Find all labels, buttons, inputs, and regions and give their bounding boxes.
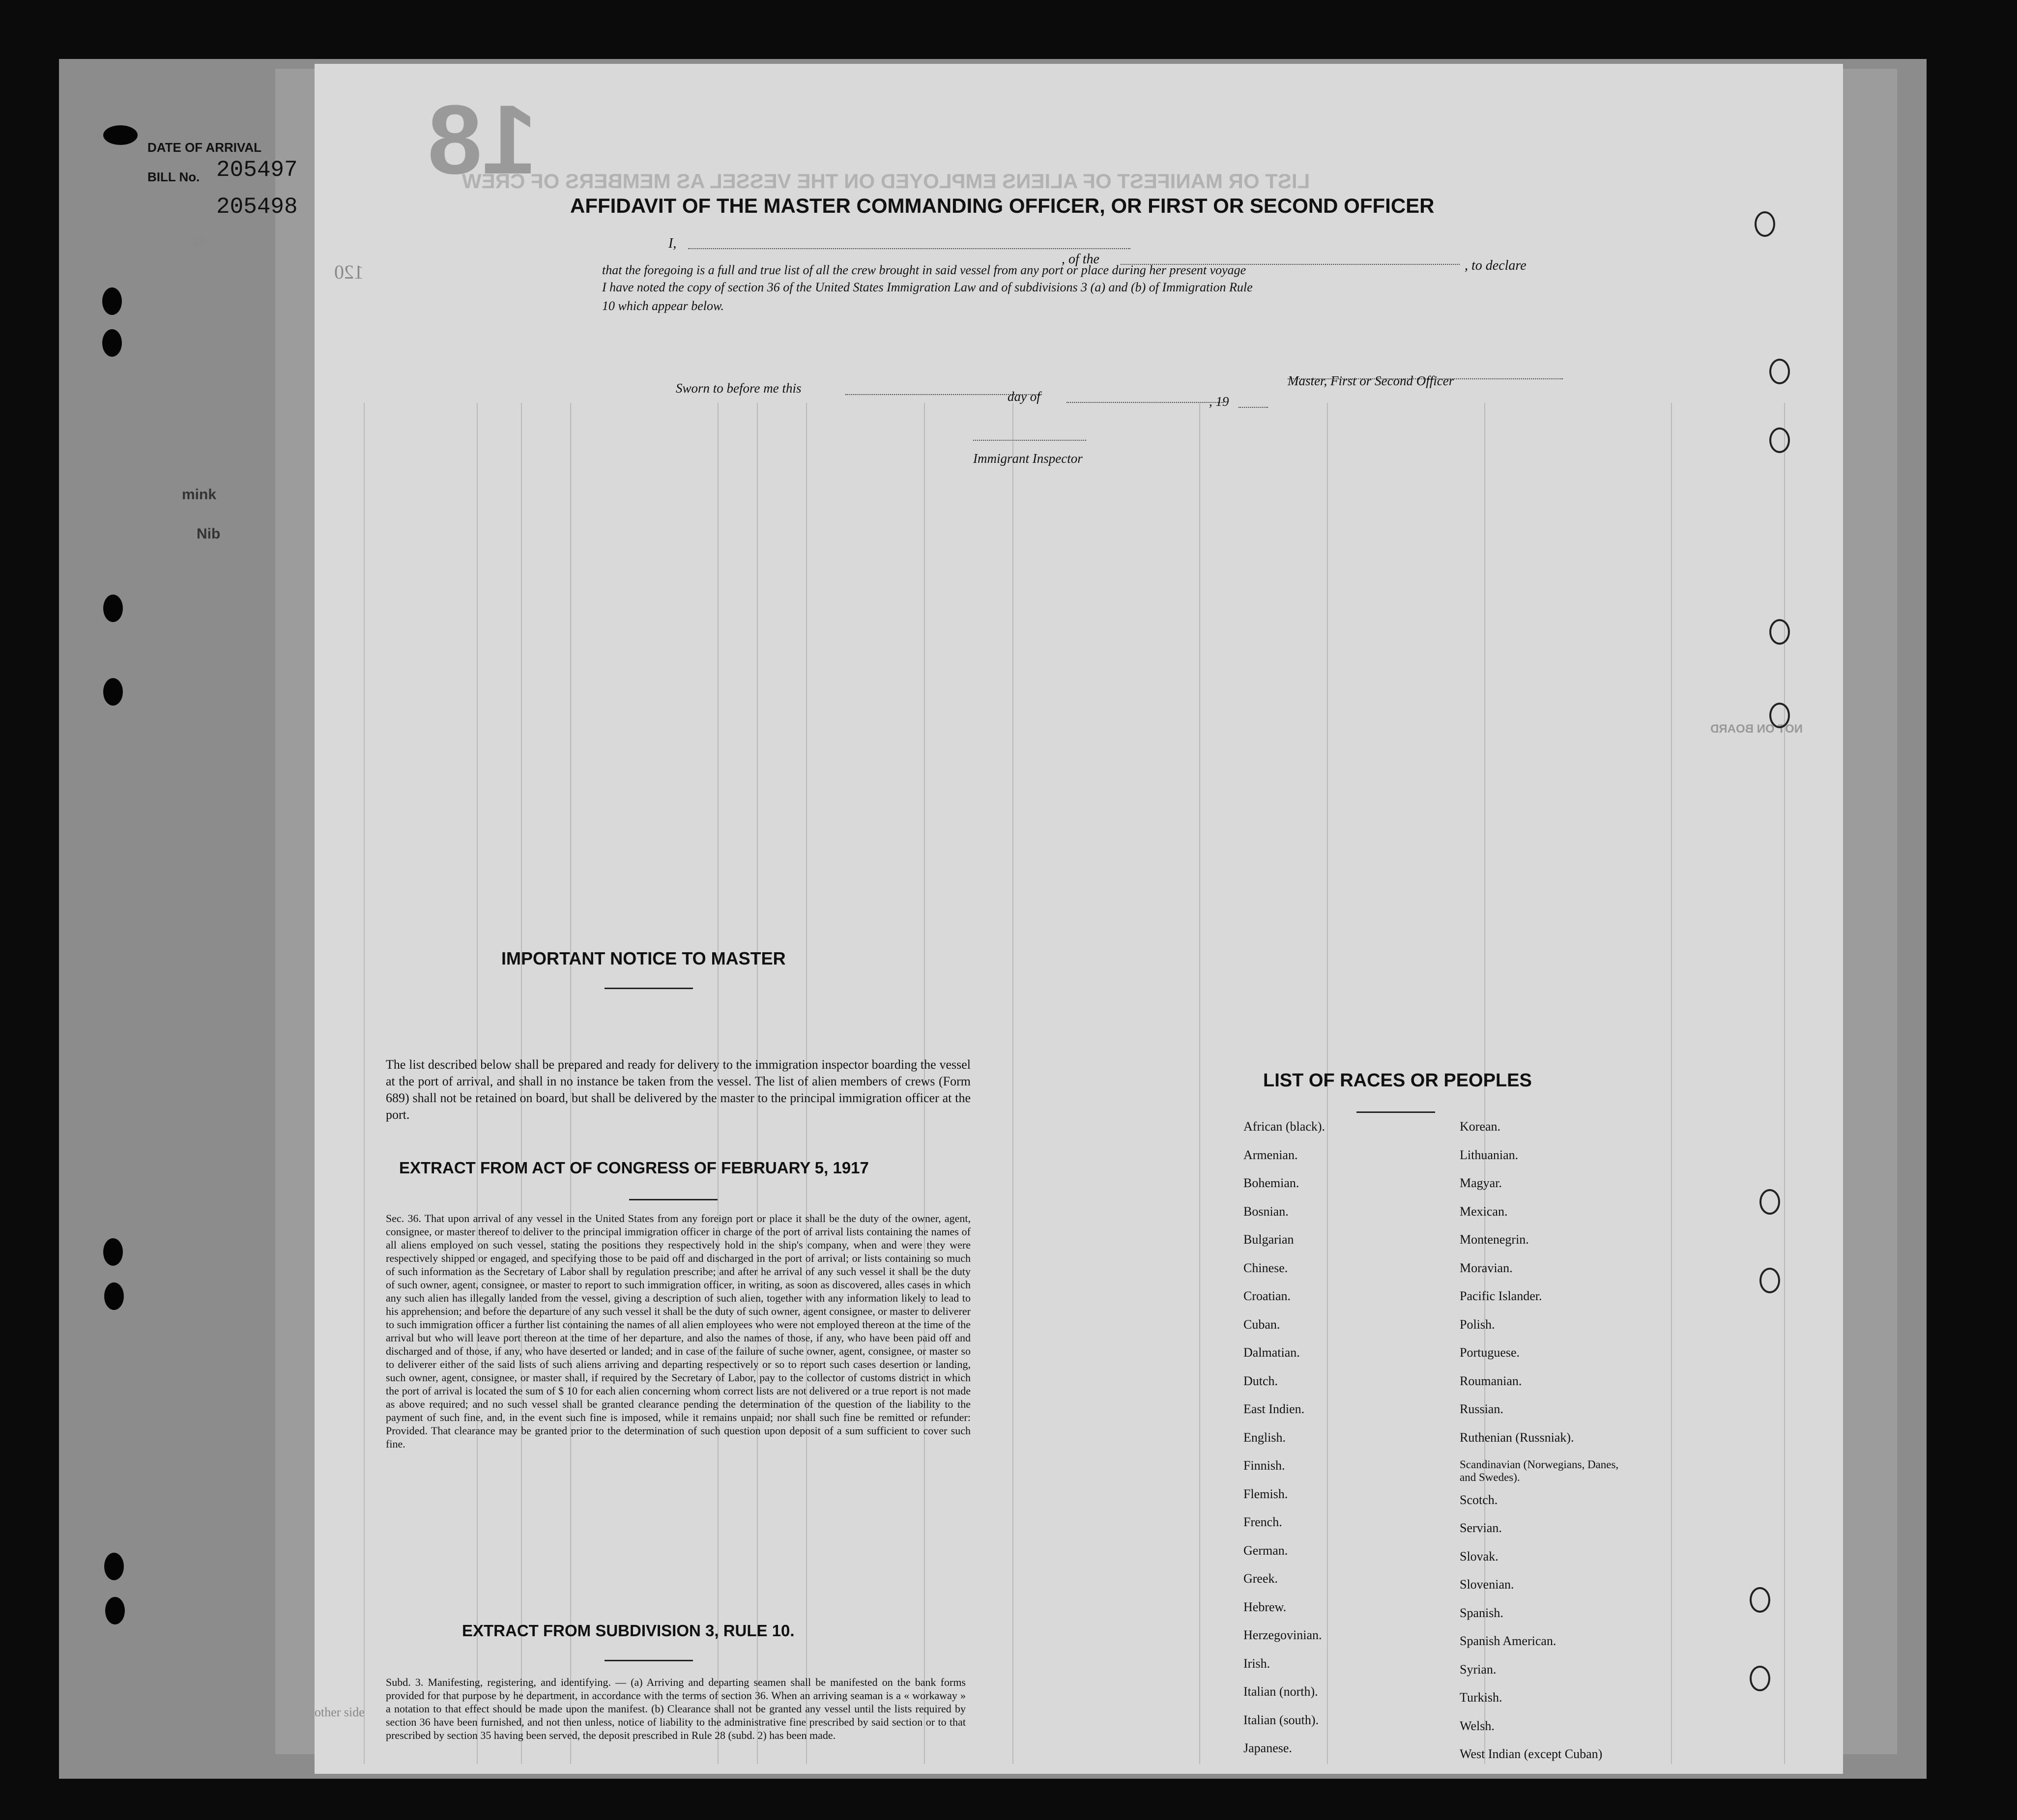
bill-number-1: 205497 (216, 157, 298, 183)
ghost-big-number: 18 (428, 85, 537, 195)
race-item: West Indian (except Cuban) (1460, 1747, 1603, 1761)
race-item: Moravian. (1460, 1260, 1513, 1275)
race-item: Turkish. (1460, 1690, 1502, 1705)
race-item: Portuguese. (1460, 1345, 1520, 1360)
divider (605, 1660, 693, 1661)
binder-hole (103, 595, 123, 622)
notice-text: The list described below shall be prepared and ready for delivery to the immigration inspector boarding the vessel at the port of arrival, and shall in no instance be taken from the vessel. The list of alien members of crews (Form 689) shall not be retained on board, but shall be delivered by the master to the principal immigration officer at the port. (386, 1057, 971, 1122)
master-signature-label: Master, First or Second Officer (1288, 373, 1454, 388)
affidavit-title: AFFIDAVIT OF THE MASTER COMMANDING OFFICER, OR FIRST OR SECOND OFFICER (570, 194, 1435, 217)
binder-hole (103, 1238, 123, 1266)
race-item: Magyar. (1460, 1176, 1502, 1190)
race-item: Spanish. (1460, 1605, 1503, 1620)
race-item: French. (1243, 1515, 1282, 1529)
ink-blot (103, 125, 138, 145)
rule-extract-text: Subd. 3. Manifesting, registering, and identifying. — (a) Arriving and departing seamen shall be manifested on the bank forms provided for that purpose by he department, in accordance with the terms of section 36. When an arriving seaman is a « workaway » a notation to that effect should be made upon the manifest. (b) Clearance shall not be granted any vessel until the lists required by section 36 have been furnished, and not then unless, notice of liability to the administrative fine prescribed by said section or to that prescribed by section 35 having been served, the deposit prescribed in Rule 28 (subd. 2) has been made. (386, 1676, 966, 1741)
ghost-other-side: other side (315, 1705, 365, 1719)
binder-hole (102, 329, 122, 357)
binder-ring (1769, 619, 1790, 645)
race-item: German. (1243, 1543, 1288, 1558)
race-item: Ruthenian (Russniak). (1460, 1430, 1574, 1445)
race-item: Scandinavian (Norwegians, Danes, and Swedes). (1460, 1458, 1619, 1483)
affidavit-line-2: I have noted the copy of section 36 of the United States Immigration Law and of subdivisions 3 (a) and (b) of Immigration Rule (602, 280, 1253, 294)
race-item: Roumanian. (1460, 1373, 1522, 1388)
divider (629, 1199, 718, 1200)
binder-ring (1750, 1587, 1770, 1613)
race-item: Finnish. (1243, 1458, 1285, 1473)
divider (1356, 1111, 1435, 1113)
binder-ring (1759, 1268, 1780, 1293)
ghost-not-on-board: NOT ON BOARD (1710, 722, 1803, 736)
race-item: Russian. (1460, 1402, 1503, 1416)
ghost-page-number: 120 (334, 261, 364, 283)
affidavit-line-3: 10 which appear below. (602, 299, 724, 313)
race-item: Slovenian. (1460, 1577, 1514, 1592)
notice-title: IMPORTANT NOTICE TO MASTER (501, 948, 786, 968)
bill-number-2: 205498 (216, 194, 298, 220)
day-of-label: day of (1008, 389, 1040, 404)
race-item: Spanish American. (1460, 1634, 1556, 1648)
manifest-sheet (315, 64, 1843, 1774)
stub-ghost-text: mink (182, 486, 217, 503)
binder-ring (1759, 1189, 1780, 1215)
race-item: Cuban. (1243, 1317, 1280, 1332)
binder-ring (1769, 359, 1790, 384)
race-item: Croatian. (1243, 1289, 1291, 1303)
act-extract-title: EXTRACT FROM ACT OF CONGRESS OF FEBRUARY 5, 1917 (399, 1159, 869, 1177)
race-item: Slovak. (1460, 1549, 1498, 1564)
binder-ring (1769, 703, 1790, 728)
stub-ghost-text: ss (192, 233, 206, 248)
affidavit-to-declare: , to declare (1465, 258, 1527, 273)
race-item: Irish. (1243, 1656, 1270, 1671)
race-item: Armenian. (1243, 1147, 1298, 1162)
binder-hole (104, 1553, 124, 1580)
affidavit-line-1: that the foregoing is a full and true list of all the crew brought in said vessel from any port or place during her present voyage (602, 263, 1246, 277)
year-label: , 19 (1209, 394, 1229, 409)
act-extract-text: Sec. 36. That upon arrival of any vessel in the United States from any foreign port or place it shall be the duty of the owner, agent, consignee, or master thereof to deliver to the principal immigration officer in charge of the port of arrival lists containing the names of all aliens employed on such vessel, stating the positions they respectively hold in the ship's company, when and were they were respectively shipped or engaged, and specifying those to be paid off and discharged in the port of arrival; or lists containing so much of such information as the Secretary of Labor shall by regulation prescribe; and after he arrival of any such vessel it shall be the duty of such owner, agent, consignee, or master to report to such immigration officer, in writing, as soon as discovered, alles cases in which any such alien has illegally landed from the vessel, giving a description of such alien, together with any information likely to lead to his apprehension; and before the departure of any such vessel it shall be the duty of such owner, agent consignee, or master to deliverer to such immigration officer a further list containing the names of all alien employees who were not employed thereon at the time of the arrival but who will leave port thereon at the time of her departure, and also the names of those, if any, who have been paid off and discharged and of those, if any, who have deserted or landed; and in case of the failure of suche owner, agent, consignee, or master so to deliverer either of the said lists of such aliens arriving and departing respectively or so to report such cases desertion or landing, such owner, agent, consignee, or master shall, if required by the Secretary of Labor, pay to the collector of customs district in which the port of arrival is located the sum of $ 10 for each alien concerning whom correct lists are not delivered or a true report is not made as above required; and no such vessel shall be granted clearance pending the determination of the question of the liability to the payment of such fine, and, in the event such fine is imposed, while it remains unpaid; nor shall such fine be remitted or refunder: Provided. That clearance may be granted prior to the determination of such question upon deposit of a sum sufficient to cover such fine. (386, 1212, 971, 1450)
race-item: Scotch. (1460, 1492, 1498, 1507)
race-item: East Indien. (1243, 1402, 1305, 1416)
bill-label: BILL No. (147, 170, 200, 184)
binder-ring (1750, 1666, 1770, 1691)
race-item: Japanese. (1243, 1741, 1292, 1755)
race-item: Dutch. (1243, 1373, 1278, 1388)
race-item: Flemish. (1243, 1486, 1288, 1501)
race-item: Herzegovinian. (1243, 1628, 1322, 1642)
race-item: Dalmatian. (1243, 1345, 1300, 1360)
races-title: LIST OF RACES OR PEOPLES (1263, 1070, 1532, 1091)
binder-hole (103, 678, 123, 706)
inspector-label: Immigrant Inspector (973, 451, 1083, 466)
race-item: English. (1243, 1430, 1286, 1445)
arrival-label: DATE OF ARRIVAL (147, 140, 262, 155)
race-item: Mexican. (1460, 1204, 1508, 1219)
race-item: Pacific Islander. (1460, 1289, 1542, 1303)
race-item: Bosnian. (1243, 1204, 1289, 1219)
race-item: Italian (south). (1243, 1712, 1319, 1727)
rule-extract-title: EXTRACT FROM SUBDIVISION 3, RULE 10. (462, 1621, 795, 1640)
affidavit-of-the: , of the (1062, 252, 1099, 267)
binder-ring (1755, 211, 1775, 237)
race-item: Greek. (1243, 1571, 1278, 1586)
race-item: Servian. (1460, 1521, 1502, 1535)
ghost-reverse-header: LIST OR MANIFEST OF ALIENS EMPLOYED ON THE VESSEL AS MEMBERS OF CREW (462, 170, 1310, 193)
race-item: Chinese. (1243, 1260, 1288, 1275)
race-item: Syrian. (1460, 1662, 1497, 1677)
race-item: Bohemian. (1243, 1176, 1299, 1190)
binder-hole (104, 1282, 124, 1310)
officer-name-blank[interactable] (688, 248, 1130, 249)
race-item: African (black). (1243, 1119, 1325, 1134)
inspector-signature-line[interactable] (973, 440, 1086, 441)
sworn-year-blank[interactable] (1239, 407, 1268, 408)
race-item: Polish. (1460, 1317, 1495, 1332)
divider (605, 988, 693, 989)
stub-ghost-text: Nib (197, 526, 221, 542)
binder-hole (105, 1597, 125, 1624)
binder-ring (1769, 427, 1790, 453)
race-item: Lithuanian. (1460, 1147, 1519, 1162)
sworn-month-blank[interactable] (1066, 402, 1224, 403)
race-item: Bulgarian (1243, 1232, 1294, 1247)
sworn-label: Sworn to before me this (676, 381, 802, 396)
race-item: Welsh. (1460, 1718, 1495, 1733)
race-item: Montenegrin. (1460, 1232, 1529, 1247)
binder-hole (102, 287, 122, 315)
race-item: Hebrew. (1243, 1599, 1287, 1614)
race-item: Italian (north). (1243, 1684, 1318, 1699)
affidavit-i-label: I, (668, 236, 677, 251)
race-item: Korean. (1460, 1119, 1501, 1134)
